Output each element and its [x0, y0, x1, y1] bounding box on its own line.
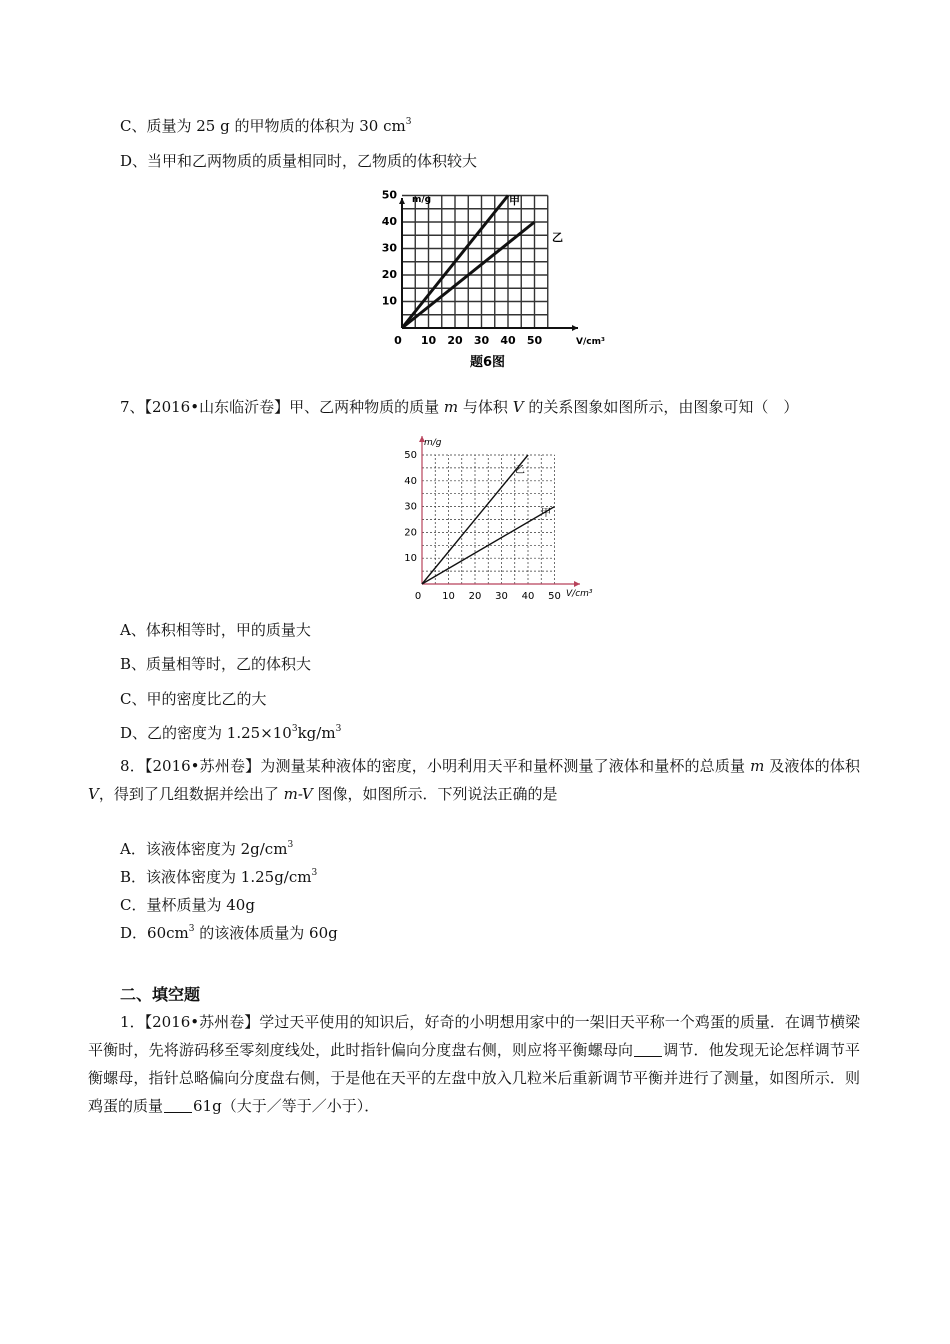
x-axis-arrow: [574, 581, 580, 587]
q7-axes: [404, 436, 580, 602]
x-tick-label: 30: [473, 334, 490, 347]
q7-label-jia: 甲: [541, 508, 551, 519]
q7-ylabel: m/g: [424, 438, 442, 448]
y-tick-label: 30: [381, 241, 397, 255]
x-tick-label: 30: [495, 591, 508, 602]
q8-option-a: A．该液体密度为 $2g/cm^3$: [120, 840, 294, 858]
y-tick-label: 10: [381, 294, 397, 308]
q6-caption: 题6图: [470, 355, 506, 370]
q7-stem: 7、【2016•山东临沂卷】甲、乙两种物质的质量 m 与体积 V 的关系图象如图所示，由图象可知（ ）: [120, 398, 799, 416]
x-tick-label: 50: [526, 334, 543, 347]
q6-option-d: D、当甲和乙两物质的质量相同时，乙物质的体积较大: [120, 152, 478, 170]
x-tick-label: 10: [442, 591, 455, 602]
y-tick-label: 30: [404, 501, 417, 513]
x-tick-label: 40: [521, 591, 535, 602]
x-tick-label: 0: [394, 334, 402, 347]
q6-option-c: C、质量为 25 g 的甲物质的体积为 30 $cm^3$: [120, 117, 412, 135]
x-tick-label: 50: [548, 591, 561, 602]
x-tick-label: 20: [447, 334, 463, 347]
y-tick-label: 40: [404, 475, 417, 487]
q6-xlabel: V/cm³: [576, 337, 605, 347]
fill-blank-1[interactable]: [634, 1040, 662, 1057]
q7-grid: [422, 455, 555, 584]
q7-xlabel: V/cm³: [566, 589, 593, 599]
q6-grid: [402, 196, 548, 329]
x-tick-label: 20: [468, 591, 482, 602]
y-tick-label: 50: [404, 450, 417, 461]
y-tick-label: 40: [381, 215, 397, 228]
q7-label-yi: 乙: [515, 465, 525, 476]
q8-option-b: B．该液体密度为 $1.25g/cm^3$: [120, 868, 318, 886]
q6-label-jia: 甲: [509, 194, 520, 207]
y-tick-label: 20: [404, 527, 417, 539]
q6-ylabel: m/g: [412, 195, 432, 205]
x-tick-label: 40: [500, 334, 516, 347]
q6-figure: [366, 188, 616, 378]
q7-figure: [392, 428, 612, 608]
q7-option-a: A、体积相等时，甲的质量大: [120, 621, 311, 639]
x-axis-arrow: [572, 325, 578, 331]
q7-option-d: D、乙的密度为 $1.25\times 10^3kg/m^3$: [120, 724, 342, 742]
q6-axes: [382, 189, 578, 348]
fill-q1: 1．【2016•苏州卷】学过天平使用的知识后，好奇的小明想用家中的一架旧天平称一个鸡蛋的质量．在调节横梁平衡时，先将游码移至零刻度线处，此时指针偏向分度盘右侧，则应将平衡螺母向 调节．他发现无论怎样调节平衡螺母，指针总略偏向分度盘右侧，于是他在天平的左盘中放入几粒米后重新调节平衡并进行了测量，如图所示．则鸡蛋的质量 61g（大于／等于／小于）．: [88, 1013, 860, 1115]
q8-stem: 8．【2016•苏州卷】为测量某种液体的密度，小明利用天平和量杯测量了液体和量杯的总质量 m 及液体的体积 V，得到了几组数据并绘出了 m-V 图像，如图所示．下列说法正确的是: [88, 757, 860, 803]
q7-option-b: B、质量相等时，乙的体积大: [120, 655, 312, 673]
y-tick-label: 50: [381, 188, 397, 202]
q7-option-c: C、甲的密度比乙的大: [120, 690, 267, 708]
q6-label-yi: 乙: [552, 231, 563, 244]
fill-blank-2[interactable]: [164, 1096, 192, 1113]
x-tick-label: 10: [420, 334, 437, 347]
q8-option-c: C．量杯质量为 40g: [120, 896, 255, 914]
section-heading: 二、填空题: [120, 985, 201, 1004]
y-tick-label: 10: [404, 553, 417, 565]
q8-option-d: D．$60cm^3$ 的该液体质量为 60g: [120, 924, 338, 942]
x-tick-label: 0: [414, 591, 422, 602]
y-tick-label: 20: [381, 268, 397, 281]
y-axis-arrow: [399, 198, 405, 204]
